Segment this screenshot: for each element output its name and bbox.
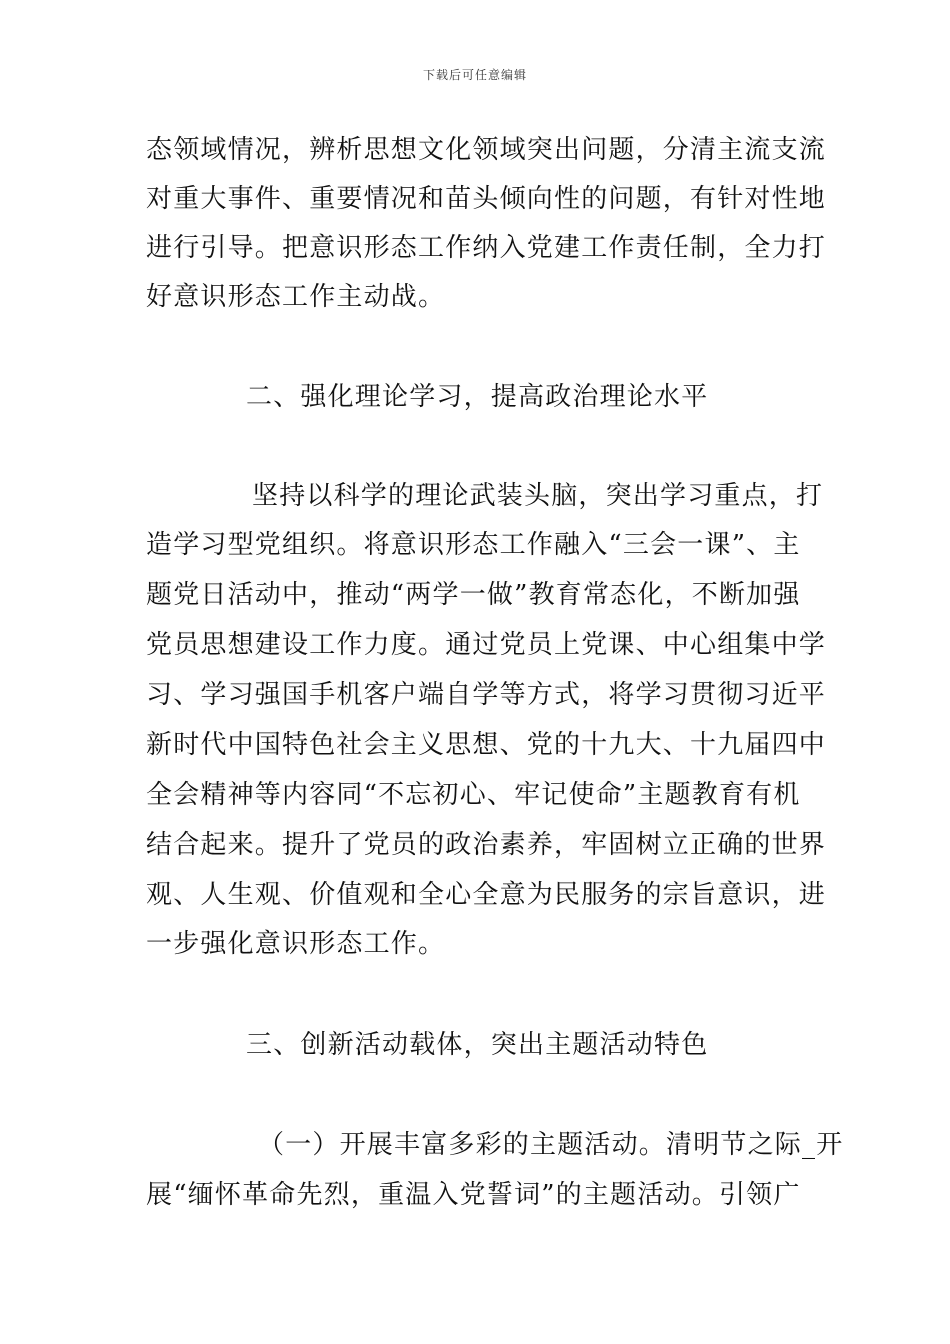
paragraph-line: 对重大事件、重要情况和苗头倾向性的问题，有针对性地 [146, 184, 827, 214]
paragraph-line: 态领域情况，辨析思想文化领域突出问题，分清主流支流 [146, 135, 827, 165]
paragraph-line: 一步强化意识形态工作。 [146, 929, 446, 959]
paragraph-line: 展“缅怀革命先烈，重温入党誓词”的主题活动。引领广 [146, 1180, 801, 1210]
paragraph-line: 进行引导。把意识形态工作纳入党建工作责任制，全力打 [146, 233, 827, 263]
paragraph-line: （一）开展丰富多彩的主题活动。清明节之际_开 [258, 1130, 844, 1160]
page-header: 下载后可任意编辑 [422, 68, 527, 82]
paragraph-line: 习、学习强国手机客户端自学等方式，将学习贯彻习近平 [146, 680, 827, 710]
paragraph-line: 党员思想建设工作力度。通过党员上党课、中心组集中学 [146, 630, 827, 660]
paragraph-line: 好意识形态工作主动战。 [146, 282, 446, 312]
paragraph-line: 观、人生观、价值观和全心全意为民服务的宗旨意识，进 [146, 880, 827, 910]
section-heading: 三、创新活动载体，突出主题活动特色 [246, 1030, 709, 1060]
paragraph-line: 坚持以科学的理论武装头脑，突出学习重点，打 [252, 481, 824, 511]
paragraph-line: 新时代中国特色社会主义思想、党的十九大、十九届四中 [146, 730, 827, 760]
section-heading: 二、强化理论学习，提高政治理论水平 [246, 382, 709, 412]
paragraph-line: 造学习型党组织。将意识形态工作融入“三会一课”、主 [146, 530, 801, 560]
paragraph-line: 题党日活动中，推动“两学一做”教育常态化，不断加强 [146, 580, 801, 610]
paragraph-line: 结合起来。提升了党员的政治素养，牢固树立正确的世界 [146, 830, 827, 860]
paragraph-line: 全会精神等内容同“不忘初心、牢记使命”主题教育有机 [146, 780, 801, 810]
